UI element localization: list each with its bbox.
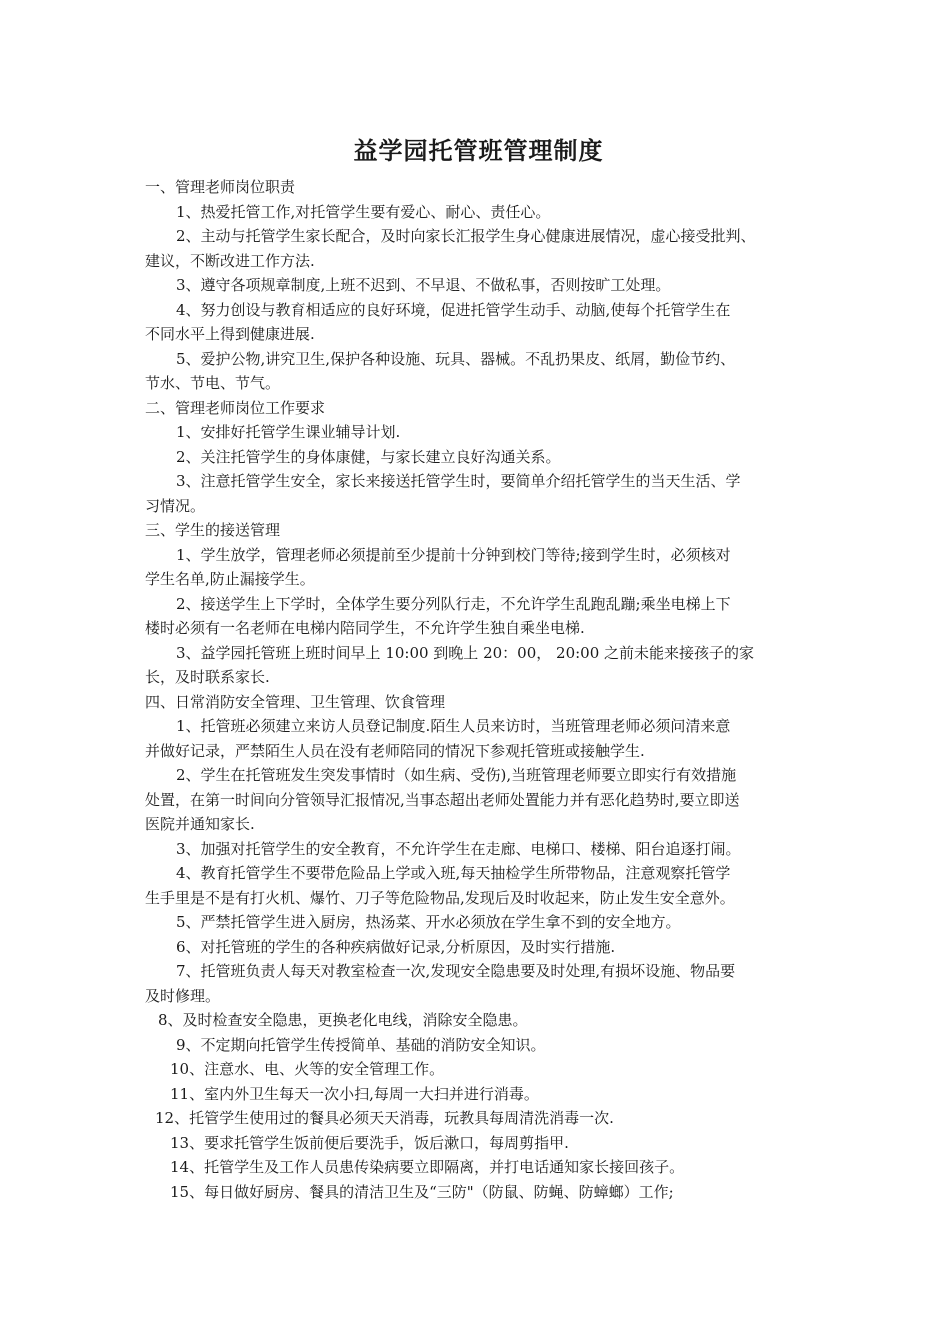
- paragraph-line: 7、托管班负责人每天对教室检查一次,发现安全隐患要及时处理,有损坏设施、物品要: [176, 962, 736, 980]
- paragraph-line: 不同水平上得到健康进展.: [145, 325, 315, 343]
- paragraph-line: 2、关注托管学生的身体康健，与家长建立良好沟通关系。: [176, 447, 561, 466]
- paragraph-line: 1、学生放学，管理老师必须提前至少提前十分钟到校门等待;接到学生时，必须核对: [176, 545, 731, 564]
- paragraph-line: 建议，不断改进工作方法.: [145, 251, 315, 270]
- paragraph-line: 1、安排好托管学生课业辅导计划.: [176, 423, 401, 441]
- paragraph-line: 2、接送学生上下学时，全体学生要分列队行走，不允许学生乱跑乱蹦;乘坐电梯上下: [176, 594, 731, 613]
- paragraph-line: 节水、节电、节气。: [145, 374, 281, 392]
- document-title: 益学园托管班管理制度: [353, 136, 604, 165]
- paragraph-line: 生手里是不是有打火机、爆竹、刀子等危险物品,发现后及时收起来，防止发生安全意外。: [145, 888, 735, 907]
- paragraph-line: 1、热爱托管工作,对托管学生要有爱心、耐心、责任心。: [176, 202, 551, 221]
- paragraph-line: 4、努力创设与教育相适应的良好环境，促进托管学生动手、动脑,使每个托管学生在: [176, 300, 731, 319]
- paragraph-line: 13、要求托管学生饭前便后要洗手，饭后漱口，每周剪指甲.: [170, 1133, 569, 1152]
- document-body: [145, 175, 812, 1204]
- paragraph-line: 8、及时检查安全隐患，更换老化电线，消除安全隐患。: [158, 1011, 528, 1029]
- paragraph-line: 习情况。: [145, 496, 206, 515]
- paragraph-line: 10、注意水、电、火等的安全管理工作。: [170, 1060, 445, 1078]
- section-heading: 三、学生的接送管理: [145, 521, 281, 539]
- section-heading: 二、管理老师岗位工作要求: [145, 398, 326, 417]
- paragraph-line: 6、对托管班的学生的各种疾病做好记录,分析原因，及时实行措施.: [176, 937, 616, 956]
- paragraph-line: 4、教育托管学生不要带危险品上学或入班,每天抽检学生所带物品，注意观察托管学: [176, 864, 731, 882]
- section-heading: 四、日常消防安全管理、卫生管理、饮食管理: [145, 692, 446, 711]
- paragraph-line: 3、加强对托管学生的安全教育，不允许学生在走廊、电梯口、楼梯、阳台追逐打闹。: [176, 839, 741, 858]
- paragraph-line: 及时修理。: [145, 986, 221, 1005]
- paragraph-line: 14、托管学生及工作人员患传染病要立即隔离，并打电话通知家长接回孩子。: [170, 1158, 685, 1176]
- paragraph-line: 3、注意托管学生安全，家长来接送托管学生时，要简单介绍托管学生的当天生活、学: [176, 472, 741, 490]
- paragraph-line: 3、遵守各项规章制度,上班不迟到、不早退、不做私事，否则按旷工处理。: [176, 276, 671, 294]
- paragraph-line: 9、不定期向托管学生传授简单、基础的消防安全知识。: [176, 1035, 546, 1054]
- paragraph-line: 并做好记录，严禁陌生人员在没有老师陪同的情况下参观托管班或接触学生.: [145, 741, 645, 760]
- paragraph-line: 1、托管班必须建立来访人员登记制度.陌生人员来访时，当班管理老师必须问清来意: [176, 717, 731, 735]
- paragraph-line: 楼时必须有一名老师在电梯内陪同学生，不允许学生独自乘坐电梯.: [145, 619, 585, 637]
- paragraph-line: 3、益学园托管班上班时间早上 10:00 到晚上 20：00， 20:00 之前未能来接孩子的家: [176, 643, 755, 662]
- section-heading: 一、管理老师岗位职责: [145, 178, 296, 196]
- paragraph-line: 11、室内外卫生每天一次小扫,每周一大扫并进行消毒。: [170, 1084, 539, 1103]
- paragraph-line: 处置，在第一时间向分管领导汇报情况,当事态超出老师处置能力并有恶化趋势时,要立即送: [145, 790, 740, 809]
- paragraph-line: 15、每日做好厨房、餐具的清洁卫生及“三防"（防鼠、防蝇、防蟑螂）工作;: [170, 1182, 674, 1201]
- paragraph-line: 2、主动与托管学生家长配合，及时向家长汇报学生身心健康进展情况，虚心接受批判、: [176, 227, 756, 245]
- paragraph-line: 5、爱护公物,讲究卫生,保护各种设施、玩具、器械。不乱扔果皮、纸屑，勤俭节约、: [176, 349, 736, 368]
- paragraph-line: 学生名单,防止漏接学生。: [145, 570, 315, 588]
- paragraph-line: 5、严禁托管学生进入厨房，热汤菜、开水必须放在学生拿不到的安全地方。: [176, 913, 681, 931]
- paragraph-line: 长，及时联系家长.: [145, 668, 270, 686]
- paragraph-line: 12、托管学生使用过的餐具必须天天消毒，玩教具每周清洗消毒一次.: [155, 1109, 614, 1127]
- paragraph-line: 2、学生在托管班发生突发事情时（如生病、受伤),当班管理老师要立即实行有效措施: [176, 766, 737, 784]
- paragraph-line: 医院并通知家长.: [145, 815, 255, 833]
